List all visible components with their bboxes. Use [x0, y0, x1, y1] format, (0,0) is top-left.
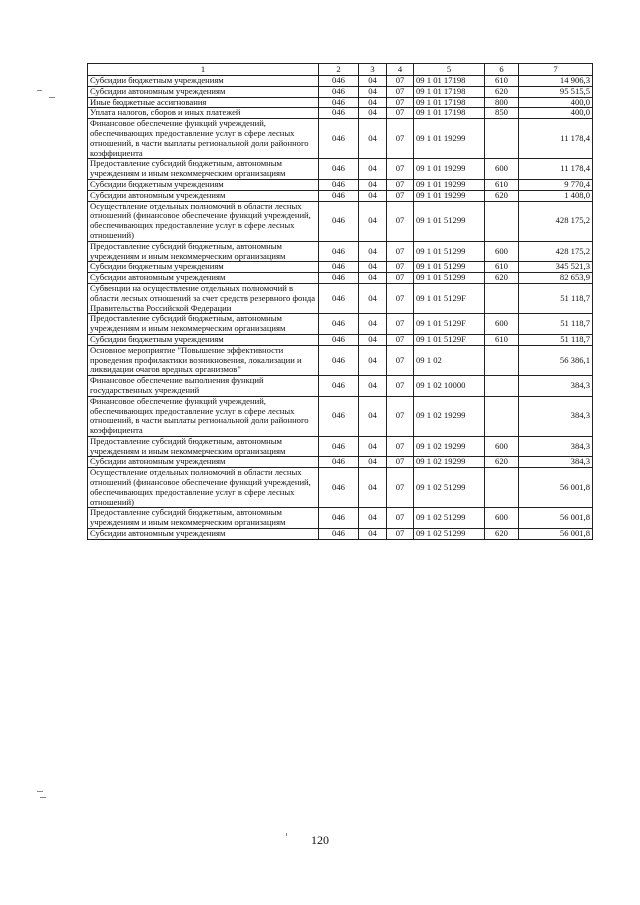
cell-name: Субвенции на осуществление отдельных полномочий в области лесных отношений за счет средств резервного фонда Правительства Российской Федерации — [88, 283, 319, 313]
cell-expense-type: 610 — [485, 76, 519, 87]
cell-ministry: 046 — [319, 314, 359, 335]
cell-target-code: 09 1 02 19299 — [414, 436, 485, 457]
cell-amount: 82 653,9 — [519, 273, 593, 284]
cell-name: Субсидии автономным учреждениям — [88, 457, 319, 468]
cell-section: 04 — [359, 108, 387, 119]
cell-section: 04 — [359, 376, 387, 397]
cell-ministry: 046 — [319, 97, 359, 108]
table-row — [88, 201, 593, 241]
cell-section: 04 — [359, 508, 387, 529]
cell-target-code: 09 1 01 51299 — [414, 262, 485, 273]
cell-target-code: 09 1 01 17198 — [414, 86, 485, 97]
table-row — [88, 314, 593, 335]
table-row — [88, 396, 593, 436]
cell-subsection: 07 — [387, 436, 414, 457]
cell-ministry: 046 — [319, 76, 359, 87]
cell-expense-type: 620 — [485, 529, 519, 540]
cell-ministry: 046 — [319, 159, 359, 180]
cell-amount: 1 408,0 — [519, 190, 593, 201]
cell-ministry: 046 — [319, 468, 359, 508]
table-row — [88, 345, 593, 375]
cell-subsection: 07 — [387, 86, 414, 97]
header-col-2: 2 — [319, 64, 359, 76]
cell-section: 04 — [359, 159, 387, 180]
table-row — [88, 86, 593, 97]
table-row — [88, 273, 593, 284]
table-row — [88, 108, 593, 119]
cell-expense-type: 620 — [485, 190, 519, 201]
cell-section: 04 — [359, 345, 387, 375]
cell-amount: 345 521,3 — [519, 262, 593, 273]
cell-amount: 384,3 — [519, 457, 593, 468]
cell-section: 04 — [359, 283, 387, 313]
cell-section: 04 — [359, 97, 387, 108]
table-row — [88, 283, 593, 313]
cell-expense-type: 850 — [485, 108, 519, 119]
cell-target-code: 09 1 01 19299 — [414, 190, 485, 201]
cell-target-code: 09 1 01 51299 — [414, 273, 485, 284]
cell-target-code: 09 1 02 19299 — [414, 396, 485, 436]
cell-section: 04 — [359, 241, 387, 262]
scan-mark — [37, 791, 43, 792]
cell-expense-type — [485, 119, 519, 159]
cell-amount: 95 515,5 — [519, 86, 593, 97]
cell-expense-type: 610 — [485, 179, 519, 190]
cell-target-code: 09 1 01 19299 — [414, 119, 485, 159]
cell-name: Субсидии бюджетным учреждениям — [88, 262, 319, 273]
table-row — [88, 159, 593, 180]
cell-name: Предоставление субсидий бюджетным, автономным учреждениям и иным некоммерческим организациям — [88, 508, 319, 529]
cell-expense-type — [485, 376, 519, 397]
cell-target-code: 09 1 01 5129F — [414, 334, 485, 345]
header-col-3: 3 — [359, 64, 387, 76]
cell-expense-type — [485, 468, 519, 508]
table-row — [88, 376, 593, 397]
cell-subsection: 07 — [387, 76, 414, 87]
table-row — [88, 436, 593, 457]
cell-section: 04 — [359, 436, 387, 457]
cell-ministry: 046 — [319, 529, 359, 540]
cell-name: Предоставление субсидий бюджетным, автономным учреждениям и иным некоммерческим организациям — [88, 436, 319, 457]
cell-amount: 11 178,4 — [519, 119, 593, 159]
cell-subsection: 07 — [387, 376, 414, 397]
cell-subsection: 07 — [387, 273, 414, 284]
cell-ministry: 046 — [319, 190, 359, 201]
cell-name: Финансовое обеспечение функций учреждений, обеспечивающих предоставление услуг в сфере лесных отношений, в части выплаты региональной доли районного коэффициента — [88, 119, 319, 159]
cell-expense-type: 600 — [485, 436, 519, 457]
cell-target-code: 09 1 01 5129F — [414, 283, 485, 313]
cell-section: 04 — [359, 457, 387, 468]
cell-ministry: 046 — [319, 334, 359, 345]
cell-expense-type: 600 — [485, 508, 519, 529]
table-row — [88, 97, 593, 108]
cell-name: Субсидии автономным учреждениям — [88, 190, 319, 201]
table-row — [88, 262, 593, 273]
cell-expense-type: 600 — [485, 159, 519, 180]
table-header-row — [88, 64, 593, 76]
cell-ministry: 046 — [319, 345, 359, 375]
cell-ministry: 046 — [319, 396, 359, 436]
cell-amount: 428 175,2 — [519, 201, 593, 241]
cell-expense-type: 800 — [485, 97, 519, 108]
cell-section: 04 — [359, 262, 387, 273]
cell-expense-type: 620 — [485, 457, 519, 468]
cell-target-code: 09 1 01 17198 — [414, 76, 485, 87]
cell-ministry: 046 — [319, 376, 359, 397]
cell-ministry: 046 — [319, 119, 359, 159]
cell-subsection: 07 — [387, 190, 414, 201]
table-row — [88, 529, 593, 540]
cell-amount: 428 175,2 — [519, 241, 593, 262]
table-row — [88, 334, 593, 345]
cell-target-code: 09 1 02 19299 — [414, 457, 485, 468]
cell-subsection: 07 — [387, 345, 414, 375]
cell-name: Субсидии автономным учреждениям — [88, 273, 319, 284]
cell-subsection: 07 — [387, 201, 414, 241]
budget-table — [87, 63, 593, 540]
cell-subsection: 07 — [387, 468, 414, 508]
cell-ministry: 046 — [319, 179, 359, 190]
cell-expense-type — [485, 201, 519, 241]
table-row — [88, 179, 593, 190]
cell-name: Предоставление субсидий бюджетным, автономным учреждениям и иным некоммерческим организациям — [88, 314, 319, 335]
cell-name: Осуществление отдельных полномочий в области лесных отношений (финансовое обеспечение функций учреждений, обеспечивающих предоставление услуг в сфере лесных отношений) — [88, 468, 319, 508]
cell-expense-type: 610 — [485, 262, 519, 273]
scan-mark — [37, 90, 42, 91]
cell-name: Предоставление субсидий бюджетным, автономным учреждениям и иным некоммерческим организациям — [88, 241, 319, 262]
cell-amount: 51 118,7 — [519, 314, 593, 335]
cell-name: Иные бюджетные ассигнования — [88, 97, 319, 108]
cell-target-code: 09 1 01 17198 — [414, 97, 485, 108]
cell-expense-type: 600 — [485, 241, 519, 262]
header-col-5: 5 — [414, 64, 485, 76]
cell-name: Осуществление отдельных полномочий в области лесных отношений (финансовое обеспечение функций учреждений, обеспечивающих предоставление услуг в сфере лесных отношений) — [88, 201, 319, 241]
cell-subsection: 07 — [387, 529, 414, 540]
cell-amount: 56 386,1 — [519, 345, 593, 375]
cell-section: 04 — [359, 273, 387, 284]
cell-section: 04 — [359, 314, 387, 335]
cell-name: Субсидии бюджетным учреждениям — [88, 76, 319, 87]
cell-name: Финансовое обеспечение функций учреждений, обеспечивающих предоставление услуг в сфере лесных отношений, в части выплаты региональной доли районного коэффициента — [88, 396, 319, 436]
cell-target-code: 09 1 02 10000 — [414, 376, 485, 397]
header-col-1: 1 — [88, 64, 319, 76]
cell-subsection: 07 — [387, 283, 414, 313]
cell-ministry: 046 — [319, 108, 359, 119]
cell-target-code: 09 1 01 17198 — [414, 108, 485, 119]
cell-subsection: 07 — [387, 262, 414, 273]
cell-amount: 384,3 — [519, 376, 593, 397]
cell-target-code: 09 1 01 19299 — [414, 179, 485, 190]
cell-amount: 51 118,7 — [519, 283, 593, 313]
cell-expense-type — [485, 345, 519, 375]
cell-expense-type: 610 — [485, 334, 519, 345]
cell-subsection: 07 — [387, 457, 414, 468]
cell-amount: 51 118,7 — [519, 334, 593, 345]
cell-ministry: 046 — [319, 86, 359, 97]
header-col-4: 4 — [387, 64, 414, 76]
cell-expense-type — [485, 396, 519, 436]
table-row — [88, 190, 593, 201]
cell-section: 04 — [359, 86, 387, 97]
cell-section: 04 — [359, 201, 387, 241]
cell-expense-type: 620 — [485, 273, 519, 284]
cell-section: 04 — [359, 119, 387, 159]
cell-subsection: 07 — [387, 314, 414, 335]
cell-name: Предоставление субсидий бюджетным, автономным учреждениям и иным некоммерческим организациям — [88, 159, 319, 180]
cell-target-code: 09 1 02 — [414, 345, 485, 375]
cell-amount: 56 001,8 — [519, 508, 593, 529]
cell-amount: 384,3 — [519, 436, 593, 457]
scan-mark — [40, 797, 46, 798]
cell-target-code: 09 1 02 51299 — [414, 508, 485, 529]
cell-name: Субсидии бюджетным учреждениям — [88, 179, 319, 190]
cell-target-code: 09 1 01 51299 — [414, 241, 485, 262]
cell-ministry: 046 — [319, 508, 359, 529]
cell-section: 04 — [359, 76, 387, 87]
cell-section: 04 — [359, 396, 387, 436]
cell-target-code: 09 1 01 19299 — [414, 159, 485, 180]
header-col-7: 7 — [519, 64, 593, 76]
cell-name: Субсидии автономным учреждениям — [88, 86, 319, 97]
cell-target-code: 09 1 01 51299 — [414, 201, 485, 241]
cell-target-code: 09 1 02 51299 — [414, 468, 485, 508]
cell-amount: 400,0 — [519, 108, 593, 119]
cell-subsection: 07 — [387, 119, 414, 159]
cell-amount: 56 001,8 — [519, 529, 593, 540]
cell-amount: 11 178,4 — [519, 159, 593, 180]
cell-section: 04 — [359, 468, 387, 508]
header-col-6: 6 — [485, 64, 519, 76]
cell-amount: 384,3 — [519, 396, 593, 436]
cell-ministry: 046 — [319, 457, 359, 468]
cell-name: Основное мероприятие "Повышение эффективности проведения профилактики возникновения, локализации и ликвидации очагов вредных организмов" — [88, 345, 319, 375]
cell-ministry: 046 — [319, 283, 359, 313]
cell-section: 04 — [359, 529, 387, 540]
table-body — [88, 76, 593, 540]
cell-name: Субсидии бюджетным учреждениям — [88, 334, 319, 345]
cell-name: Уплата налогов, сборов и иных платежей — [88, 108, 319, 119]
cell-ministry: 046 — [319, 436, 359, 457]
cell-ministry: 046 — [319, 262, 359, 273]
cell-target-code: 09 1 01 5129F — [414, 314, 485, 335]
cell-subsection: 07 — [387, 334, 414, 345]
cell-section: 04 — [359, 334, 387, 345]
cell-name: Финансовое обеспечение выполнения функций государственных учреждений — [88, 376, 319, 397]
table-row — [88, 241, 593, 262]
page-number: 120 — [311, 833, 329, 847]
cell-target-code: 09 1 02 51299 — [414, 529, 485, 540]
cell-subsection: 07 — [387, 179, 414, 190]
cell-subsection: 07 — [387, 159, 414, 180]
cell-ministry: 046 — [319, 201, 359, 241]
cell-subsection: 07 — [387, 108, 414, 119]
cell-subsection: 07 — [387, 508, 414, 529]
table-row — [88, 76, 593, 87]
cell-expense-type — [485, 283, 519, 313]
cell-subsection: 07 — [387, 396, 414, 436]
cell-section: 04 — [359, 179, 387, 190]
cell-amount: 56 001,8 — [519, 468, 593, 508]
cell-subsection: 07 — [387, 97, 414, 108]
cell-subsection: 07 — [387, 241, 414, 262]
cell-amount: 14 906,3 — [519, 76, 593, 87]
table-row — [88, 508, 593, 529]
table-row — [88, 457, 593, 468]
cell-amount: 9 770,4 — [519, 179, 593, 190]
cell-name: Субсидии автономным учреждениям — [88, 529, 319, 540]
cell-expense-type: 600 — [485, 314, 519, 335]
cell-ministry: 046 — [319, 241, 359, 262]
cell-expense-type: 620 — [485, 86, 519, 97]
table-row — [88, 119, 593, 159]
scan-mark — [286, 833, 287, 836]
cell-ministry: 046 — [319, 273, 359, 284]
scan-mark — [49, 97, 55, 98]
cell-section: 04 — [359, 190, 387, 201]
table-row — [88, 468, 593, 508]
cell-amount: 400,0 — [519, 97, 593, 108]
